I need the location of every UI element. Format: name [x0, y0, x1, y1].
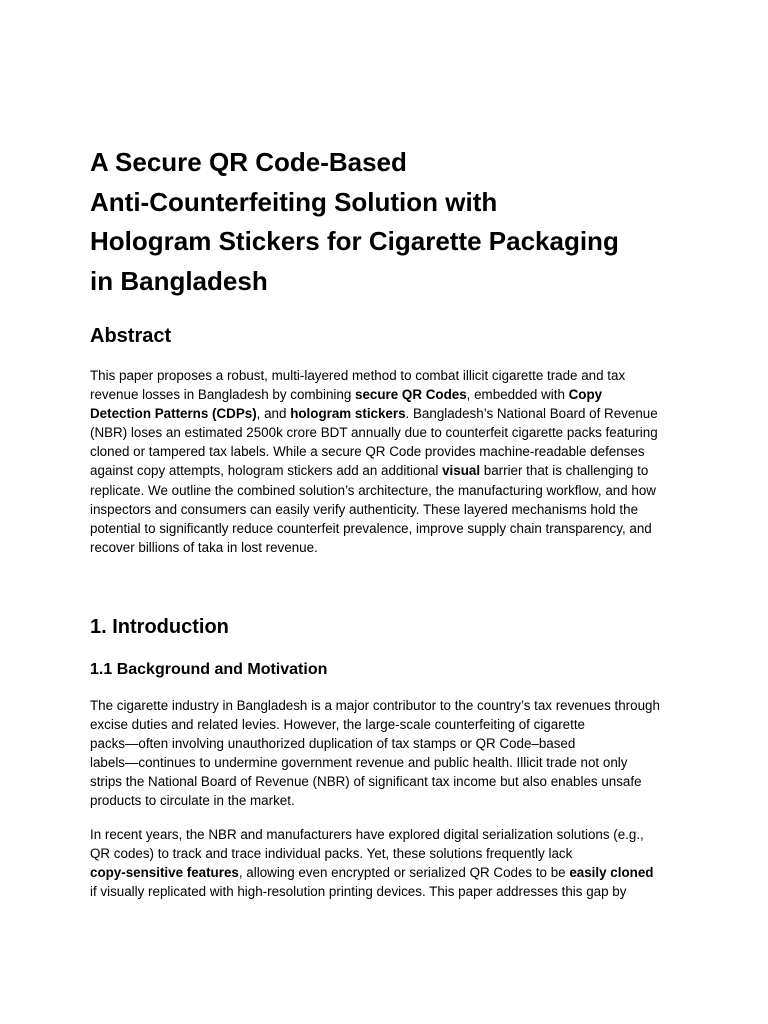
abstract-line — [90, 366, 684, 385]
emphasis-text: secure QR Codes — [355, 387, 467, 403]
intro-para1-line — [90, 791, 684, 810]
text-run: packs—often involving unauthorized duplication of tax stamps or QR Code–based — [90, 736, 576, 752]
background-motivation-heading: 1.1 Background and Motivation — [90, 661, 328, 678]
emphasis-text: copy-sensitive features — [90, 865, 239, 881]
text-run: , embedded with — [466, 387, 569, 403]
abstract-heading: Abstract — [90, 325, 172, 347]
paper-title — [90, 143, 690, 301]
intro-para2-line — [90, 863, 684, 882]
text-run: strips the National Board of Revenue (NBR) of significant tax income but also enables unsafe — [90, 774, 642, 790]
abstract-line — [90, 538, 684, 557]
abstract-line — [90, 385, 684, 404]
text-run: products to circulate in the market. — [90, 793, 295, 809]
emphasis-text: hologram stickers — [290, 406, 406, 422]
text-run: cloned or tampered tax labels. While a secure QR Code provides machine-readable defenses — [90, 444, 645, 460]
intro-para1-line — [90, 753, 684, 772]
title-line: Anti-Counterfeiting Solution with — [90, 186, 498, 217]
emphasis-text: visual — [442, 463, 481, 479]
text-run: inspectors and consumers can easily verify authenticity. These layered mechanisms hold the — [90, 501, 639, 517]
abstract-paragraph — [90, 366, 684, 557]
text-run: barrier that is challenging to — [480, 463, 649, 479]
emphasis-text: easily cloned — [569, 865, 654, 881]
introduction-paragraph-1 — [90, 696, 684, 811]
intro-para1-line — [90, 715, 684, 734]
text-run: The cigarette industry in Bangladesh is a major contributor to the country’s tax revenues through — [90, 698, 660, 713]
abstract-line — [90, 442, 684, 461]
intro-para2-line — [90, 882, 684, 901]
introduction-heading: 1. Introduction — [90, 616, 229, 638]
introduction-paragraph-2 — [90, 825, 684, 901]
text-run: recover billions of taka in lost revenue. — [90, 539, 318, 555]
abstract-line — [90, 519, 684, 538]
text-run: excise duties and related levies. However, the large-scale counterfeiting of cigarette — [90, 717, 585, 733]
abstract-line — [90, 423, 684, 442]
emphasis-text: Detection Patterns (CDPs) — [90, 406, 257, 422]
text-run: labels—continues to undermine government revenue and public health. Illicit trade not only — [90, 755, 628, 771]
text-run: (NBR) loses an estimated 2500k crore BDT annually due to counterfeit cigarette packs featuring — [90, 425, 658, 441]
text-run: . Bangladesh’s National Board of Revenue — [405, 406, 658, 422]
intro-para1-line — [90, 734, 684, 753]
title-line: A Secure QR Code-Based — [90, 147, 407, 177]
text-run: In recent years, the NBR and manufacturers have explored digital serialization solutions (e.g., — [90, 827, 644, 842]
text-run: potential to significantly reduce counterfeit prevalence, improve supply chain transparency, and — [90, 520, 652, 536]
abstract-line — [90, 461, 684, 480]
title-line: in Bangladesh — [90, 265, 268, 296]
intro-para1-line — [90, 696, 684, 715]
text-run: against copy attempts, hologram stickers add an additional — [90, 463, 443, 479]
text-run: if visually replicated with high-resolution printing devices. This paper addresses this gap by — [90, 884, 627, 900]
text-run: This paper proposes a robust, multi-layered method to combat illicit cigarette trade and tax — [90, 368, 626, 383]
abstract-line — [90, 404, 684, 423]
intro-para1-line — [90, 772, 684, 791]
text-run: replicate. We outline the combined solution’s architecture, the manufacturing workflow, and how — [90, 482, 656, 498]
intro-para2-line — [90, 825, 684, 844]
text-run: revenue losses in Bangladesh by combining — [90, 387, 356, 403]
abstract-line — [90, 500, 684, 519]
text-run: , allowing even encrypted or serialized QR Codes to be — [238, 865, 570, 881]
title-line: Hologram Stickers for Cigarette Packaging — [90, 226, 619, 256]
text-run: QR codes) to track and trace individual packs. Yet, these solutions frequently lack — [90, 846, 573, 862]
emphasis-text: Copy — [568, 387, 603, 403]
intro-para2-line — [90, 844, 684, 863]
text-run: , and — [256, 406, 291, 422]
abstract-line — [90, 481, 684, 500]
